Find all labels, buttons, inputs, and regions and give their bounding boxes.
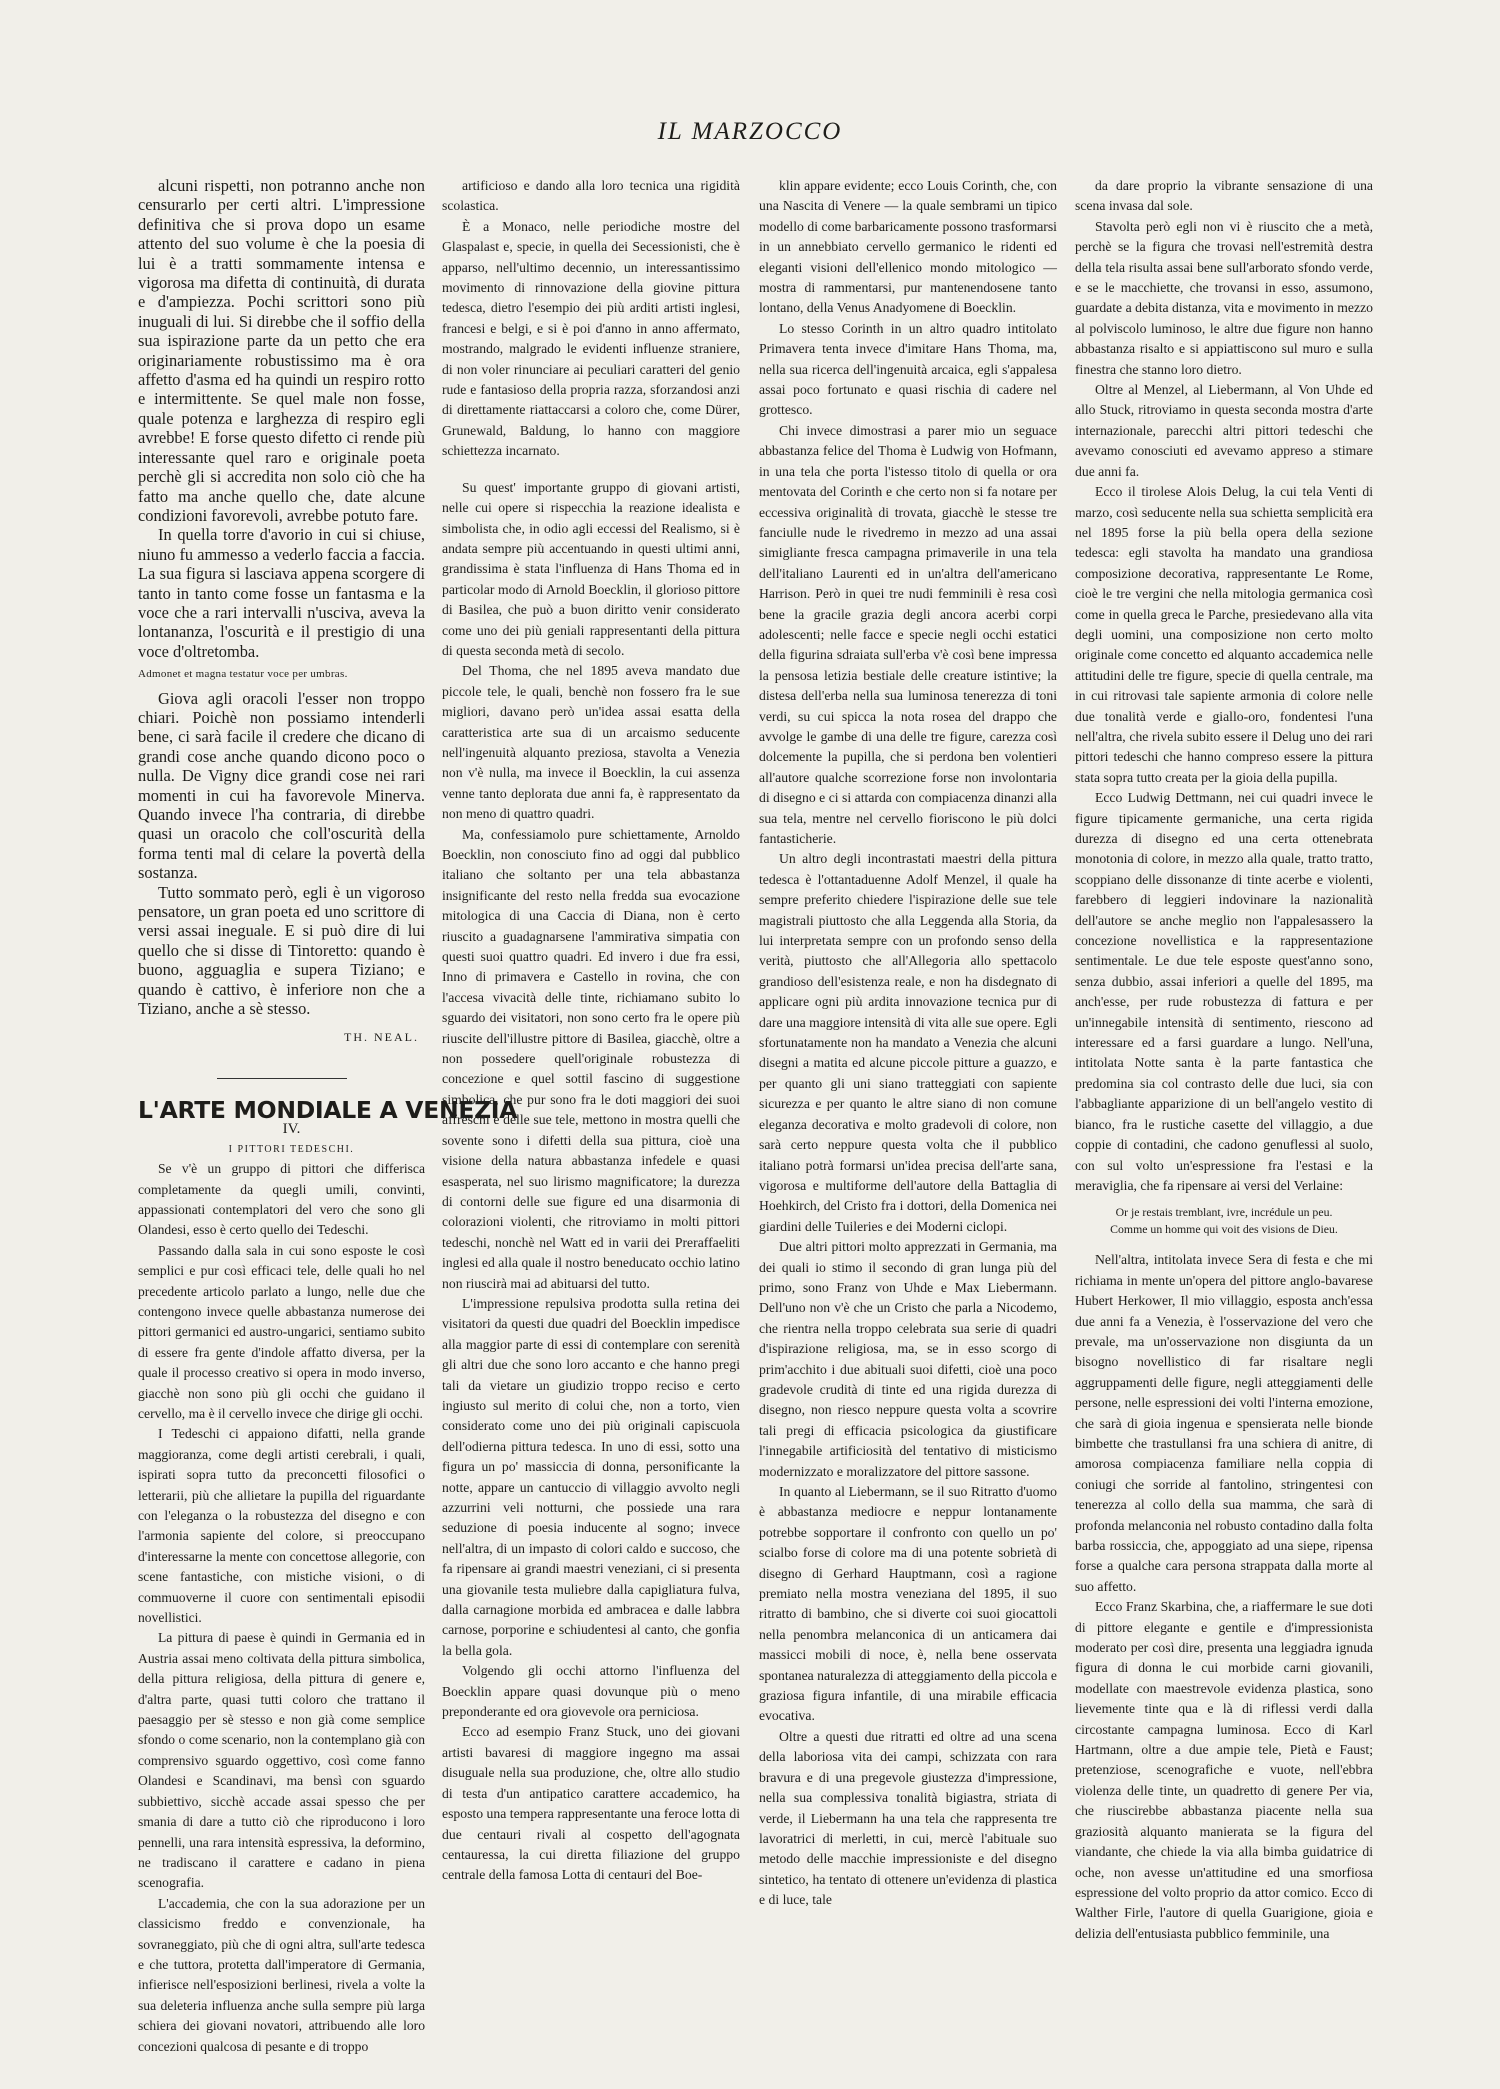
article-part-number: IV. — [282, 1121, 301, 1138]
column-4 — [1075, 176, 1373, 2056]
latin-motto: Admonet et magna testatur voce per umbras. — [138, 668, 348, 681]
paragraph: In quella torre d'avorio in cui si chiuse, niuno fu ammesso a vederlo faccia a faccia. La sua figura si lasciava appena scorgere di tanto in tanto come fosse un fantasma e la voce che a rari intervalli n'usciva, aveva la lontananza, l'oscurità e il prestigio di una voce d'oltretomba. — [138, 525, 425, 661]
article-title: L'ARTE MONDIALE A VENEZIA — [138, 1095, 518, 1124]
paragraph: Due altri pittori molto apprezzati in Germania, ma dei quali io stimo il secondo di gran lunga più del primo, sono Franz von Uhde e Max Liebermann. Dell'uno non v'è che un Cristo che parla a Nicodemo, che rientra nella troppo celebrata sua serie di quadri d'ispirazione religiosa, ma, se in esso scorgo di prim'acchito i due abituali suoi difetti, cioè una poco gradevole crudità di tinte ed una rigida durezza di disegno, non riesco neppure questa volta a scovrire tali pregi di efficacia psicologica da giustificare l'innegabile artificiosità del tentativo di misticismo modernizzato e moralizzatore del pittore sassone. — [759, 1239, 1057, 1479]
paragraph: klin appare evidente; ecco Louis Corinth, che, con una Nascita di Venere — la quale sembrami un tipico modello di come barbaricamente possono trasformarsi in un annebbiato cervello germanico le ridenti ed eleganti visioni dell'ellenico mondo mitologico — mostra di rammentarsi, pur mantenendosene tanto lontano, della Venus Anadyomene di Boecklin. — [759, 178, 1057, 316]
paragraph: Del Thoma, che nel 1895 aveva mandato due piccole tele, le quali, benchè non fossero fra le sue migliori, davano però un'idea assai esatta della caratteristica arte sua di un arcaismo seducente nell'ingenuità alquanto preziosa, stavolta a Venezia non v'è nulla, ma invece il Boecklin, la cui assenza venne tanto deplorata due anni fa, è rappresentato da non meno di quattro quadri. — [442, 663, 740, 822]
paragraph: In quanto al Liebermann, se il suo Ritratto d'uomo è abbastanza mediocre e neppur lontanamente potrebbe sopportare il confronto con quello un po' scialbo forse di colore ma di una potente sobrietà di disegno di Gerhard Hauptmann, così a ragione premiato nella mostra veneziana del 1895, il suo ritratto di bambino, che si diverte coi suoi giocattoli nella penombra melanconica di un anticamera dai massicci mobili di noce, è, nella bene osservata spontanea naturalezza di atteggiamento della piccola e graziosa figura infantile, di una mirabile efficacia evocativa. — [759, 1484, 1057, 1724]
author-signature: TH. NEAL. — [344, 1030, 419, 1045]
paragraph: La pittura di paese è quindi in Germania ed in Austria assai meno coltivata della pittura simbolica, della pittura religiosa, della pittura di genere e, d'altra parte, quasi tutti coloro che trattano il paesaggio per sè stesso e non già come semplice sfondo o come scenario, non la contemplano già con comprensivo sguardo oggettivo, così come fanno Olandesi e Scandinavi, ma bensì con sguardo subbiettivo, sicchè accade assai spesso che per smania di dare a tutto ciò che riproducono i loro pennelli, una rara intensità espressiva, la deformino, ne tradiscano il carattere e cadano in piena scenografia. — [138, 1630, 425, 1891]
paragraph: artificioso e dando alla loro tecnica una rigidità scolastica. — [442, 178, 740, 214]
paragraph: Giova agli oracoli l'esser non troppo chiari. Poichè non possiamo intenderli bene, ci sarà facile il credere che dicano di grandi cose anche quando dicono poco o nulla. De Vigny dice grandi cose nei rari momenti in cui ha favorevole Minerva. Quando invece l'ha contraria, di direbbe quasi un oracolo che coll'oscurità della forma tenti mal di celare la povertà della sostanza. — [138, 688, 425, 883]
paragraph-break — [442, 462, 740, 478]
paragraph: L'accademia, che con la sua adorazione per un classicismo freddo e convenzionale, ha sovraneggiato, più che di ogni altra, sull'arte tedesca e che tuttora, protetta dall'imperatore di Germania, infierisce nell'esposizioni berlinesi, rivela a volte la sua deleteria influenza anche sulla sempre più larga schiera dei giovani novatori, attribuendo alle loro concezioni qualcosa di pesante e di troppo — [138, 1895, 425, 2054]
paragraph: Ecco ad esempio Franz Stuck, uno dei giovani artisti bavaresi di maggiore ingegno ma assai disuguale nella sua produzione, che, oltre allo studio di testa d'un antipatico carattere accademico, ha esposto una tempera rappresentante una feroce lotta di due centauri rivali al cospetto dell'agognata centauressa, la cui diretta filiazione del gruppo centrale della famosa Lotta di centauri del Boe- — [442, 1724, 740, 1883]
paragraph: Stavolta però egli non vi è riuscito che a metà, perchè se la figura che trovasi nell'estremità destra della tela risulta assai bene sull'arborato sfondo verde, e se le macchiette, che trovansi in esso, assumono, guardate a debita distanza, vita e movimento in mezzo al polviscolo luminoso, le altre due figure non hanno abbastanza risalto e si appiattiscono sul muro e sulla finestra che stanno loro dietro. — [1075, 218, 1373, 377]
paragraph: Su quest' importante gruppo di giovani artisti, nelle cui opere si rispecchia la reazione idealista e simbolista che, in odio agli eccessi del Realismo, si è andata sempre più accentuando in questi ultimi anni, grandissima è stata l'influenza di Hans Thoma ed in particolar modo di Arnold Boecklin, il glorioso pittore di Basilea, che può a buon diritto venir considerato come uno dei più geniali rappresentanti della pittura di questa seconda metà di secolo. — [442, 479, 740, 658]
paragraph: Nell'altra, intitolata invece Sera di festa e che mi richiama in mente un'opera del pittore anglo-bavarese Hubert Herkower, Il mio villaggio, esposta anch'essa due anni fa a Venezia, è l'osservazione del vero che prevale, ma un'osservazione non disgiunta da un bisogno novellistico di far risaltare negli aggruppamenti delle figure, negli atteggiamenti delle persone, nelle espressioni dei volti l'interna emozione, che sarà di gioia ingenua e spensierata nelle bionde bimbette che trastullansi fra una schiera di anitre, di amorosa compiacenza familiare nella coppia di coniugi che sorride al fantolino, stringentesi con tenerezza al collo della sua mamma, che sarà di profonda melanconia nel robusto contadino dalla folta barba rossiccia, che, appoggiato ad una siepe, ripensa forse a qualche cara persona strappata dalla morte al suo affetto. — [1075, 1252, 1373, 1594]
paragraph: È a Monaco, nelle periodiche mostre del Glaspalast e, specie, in quella dei Secessionisti, che è apparso, nell'ultimo decennio, un interessantissimo movimento di rinnovazione della giovine pittura tedesca, dietro l'esempio dei più arditi artisti inglesi, francesi e belgi, e si è poi d'anno in anno affermato, mostrando, malgrado le evidenti influenze straniere, di non voler rinunciare ai peculiari caratteri del genio rude e fantasioso della propria razza, sforzandosi anzi di direttamente riattaccarsi a coloro che, come Dürer, Grunewald, Baldung, lo hanno con maggiore schiettezza incarnato. — [442, 218, 740, 459]
paragraph: da dare proprio la vibrante sensazione di una scena invasa dal sole. — [1075, 178, 1373, 214]
paragraph: Passando dalla sala in cui sono esposte le così semplici e pur così efficaci tele, delle quali ho nel precedente articolo parlato a lungo, nelle due che contengono invece quelle abbastanza numerose dei pittori germanici ed austro-ungarici, sentiamo subito di essere fra gente d'indole affatto diversa, per la quale il processo creativo si opera in modo inverso, giacchè non sono più gli occhi che guidano il cervello, ma è il cervello invece che dirige gli occhi. — [138, 1242, 425, 1421]
paragraph: Lo stesso Corinth in un altro quadro intitolato Primavera tenta invece d'imitare Hans Thoma, ma, nella sua ricerca dell'ingenuità arcaica, egli s'appalesa assai poco fortunato e quasi rischia di cadere nel grottesco. — [759, 320, 1057, 418]
paragraph: I Tedeschi ci appaiono difatti, nella grande maggioranza, come degli artisti cerebrali, i quali, ispirati sopra tutto da preconcetti filosofici o letterarii, più che allietare la pupilla del riguardante con l'eleganza o la robustezza del disegno e con l'armonia sapiente del colore, si preoccupano d'interessarne la mente con concettose allegorie, con scene fantastiche, con mistiche visioni, o di commuoverne il cuore con sentimentali episodii novellistici. — [138, 1426, 425, 1626]
paragraph: Ecco il tirolese Alois Delug, la cui tela Venti di marzo, così seducente nella sua schietta semplicità era nel 1895 forse la più bella opera della sezione tedesca: egli stavolta ha mandato una grandiosa composizione decorativa, rappresentante Le Rome, cioè le tre vergini che nella mitologia germanica così come in quella greca le Parche, presiedevano alla vita degli uomini, una composizione non certo molto originale come concetto ed alquanto accademica nelle attitudini delle tre figure, specie di quella centrale, ma in cui ritrovasi tale sapiente armonia di colore nelle due tonalità verde e giallo-oro, fondentesi l'una nell'altra, che rivela subito essere il Delug uno dei rari pittori tedeschi che hanno compreso essere la pittura stata sopra tutto creata per la gioia della pupilla. — [1075, 484, 1373, 785]
paragraph: Un altro degli incontrastati maestri della pittura tedesca è l'ottantaduenne Adolf Menzel, il quale ha sempre preferito chiedere l'ispirazione delle sue tele magistrali piuttosto che alla Leggenda alla Storia, da lui interpretata sempre con un profondo senso della verità, piuttosto che all'Allegoria allo spettacolo grandioso dell'esistenza reale, e non ha disdegnato di applicare ogni più ardita innovazione tecnica pur di dare una maggiore intensità di vita alle sue opere. Egli sfortunatamente non ha mandato a Venezia che alcuni disegni a matita ed alcune piccole pitture a guazzo, e per quanto gli uni siano tratteggiati con sapiente sicurezza e per quanto le altre siano di non comune eleganza decorativa e molto gradevoli di colore, non sarà certo neppure questa volta che il pubblico italiano potrà formarsi un'idea precisa dell'arte sana, vigorosa e multiforme dell'autore della Battaglia di Hoehkirch, del Cristo fra i dottori, della Domenica nei giardini delle Tuileries e dei Moderni ciclopi. — [759, 851, 1057, 1234]
column-2 — [442, 176, 740, 2056]
paragraph: Se v'è un gruppo di pittori che differisca completamente da quegli umili, convinti, appassionati contemplatori del vero che sono gli Olandesi, esso è certo quello dei Tedeschi. — [138, 1161, 425, 1238]
article-body — [138, 1159, 425, 2057]
paragraph: L'impressione repulsiva prodotta sulla retina dei visitatori da questi due quadri del Boecklin impedisce alla maggior parte di essi di contemplare con serenità gli altri due che sono loro accanto e che hanno pregi tali da vietare un giudizio troppo reciso e certo ingiusto sul merito di colui che, non a torto, vien considerato come uno dei più originali capiscuola dell'odierna pittura tedesca. In uno di essi, sotto una figura un po' massiccia di donna, personificante la notte, appare un cantuccio di villaggio avvolto negli azzurrini veli notturni, che possiede una rara seduzione di poesia inducente al sogno; invece nell'altra, di un impasto di colori caldo e succoso, che fa ripensare ai grandi maestri veneziani, ci si presenta una giovanile testa muliebre dalla capigliatura fulva, dalla carnagione morbida ed ambracea e dalle labbra carnose, porporine e schiudentesi al canto, che gonfia la bella gola. — [442, 1295, 740, 1658]
column-1 — [138, 176, 518, 2056]
masthead: IL MARZOCCO — [657, 118, 843, 145]
paragraph: Tutto sommato però, egli è un vigoroso pensatore, un gran poeta ed uno scrittore di versi assai ineguale. E si può dire di lui quello che si disse di Tintoretto: quando è buono, agguaglia e supera Tiziano; e quando è cattivo, è inferiore non che a Tiziano, anche a sè stesso. — [138, 882, 425, 1019]
verse-quote — [1075, 1204, 1373, 1238]
paragraph: Volgendo gli occhi attorno l'influenza del Boecklin appare quasi dovunque più o meno preponderante ed ora giovevole ora perniciosa. — [442, 1663, 740, 1720]
paragraph: Ma, confessiamolo pure schiettamente, Arnoldo Boecklin, non conosciuto fino ad oggi dal pubblico italiano che soltanto per una tela abbastanza insignificante del resto nella fredda sua evocazione mitologica di una Caccia di Diana, non è certo riuscito a guadagnarsene l'ammirativa simpatia con questi suoi quattro quadri. Ed invero i due fra essi, Inno di primavera e Castello in rovina, che con l'accesa vivacità delle tinte, richiamano subito lo sguardo dei visitatori, non sono certo fra le opere più riuscite dell'illustre pittore di Basilea, giacchè, oltre a non possedere quell'originale robustezza di concezione e quel sottil fascino di suggestione simbolica, che pur sono fra le doti maggiori dei suoi affreschi e delle sue tele, mettono in mostra quelli che sovente sono i difetti della sua pittura, cioè una visione della natura abbastanza infedele e quasi esasperata, nel suo lirismo magnificatore; la durezza di contorni delle sue figure ed una disarmonia di colorazioni violenti, che ritroviamo in molti pittori tedeschi, nonchè nel Watt ed in varii dei Preraffaeliti inglesi ed alla quale il nostro beneducato occhio latino non riuscirà mai ad abituarsi del tutto. — [442, 826, 740, 1291]
paragraph: Oltre al Menzel, al Liebermann, al Von Uhde ed allo Stuck, ritroviamo in questa seconda mostra d'arte internazionale, parecchi altri pittori tedeschi che avevamo conosciuti ed avevamo appreso a stimare due anni fa. — [1075, 382, 1373, 479]
article-subtitle: I PITTORI TEDESCHI. — [228, 1143, 355, 1155]
paragraph: Oltre a questi due ritratti ed oltre ad una scena della laboriosa vita dei campi, schizzata con rara bravura e di una pregevole giustezza d'impressione, nella sua complessiva tonalità bigiastra, striata di verde, il Liebermann ha una tela che rappresenta tre lavoratrici di merletti, in cui, mercè l'abituale suo metodo delle macchie impressioniste e del disegno sintetico, ha tentato di ottenere un'evidenza di plastica e di luce, tale — [759, 1728, 1057, 1908]
column-3 — [759, 176, 1057, 2056]
paragraph: alcuni rispetti, non potranno anche non censurarlo per certi altri. L'impressione definitiva che si prova dopo un esame attento del suo volume è che la poesia di lui è a tratti sommamente intensa e vigorosa ma difetta di continuità, di durata e d'ampiezza. Pochi scrittori sono più inuguali di lui. Si direbbe che il soffio della sua ispirazione parte da un petto che era originariamente robustissimo ma è ora affetto d'asma ed ha quindi un respiro rotto e intermittente. Se quel male non fosse, quale potenza e larghezza di respiro egli avrebbe! E forse questo difetto ci rende più interessante quel raro e originale poeta perchè gli si accredita non solo ciò che ha fatto ma anche quello che, date alcune condizioni favorevoli, avrebbe potuto fare. — [138, 176, 425, 525]
section-divider — [217, 1078, 347, 1079]
verse-line: Comme un homme qui voit des visions de Dieu. — [1110, 1222, 1338, 1237]
verse-line: Or je restais tremblant, ivre, incrédule un peu. — [1115, 1205, 1333, 1220]
paragraph: Ecco Ludwig Dettmann, nei cui quadri invece le figure tipicamente germaniche, una certa rigida durezza di disegno ed una certa ottenebrata monotonia di colore, in mezzo alla quale, tratto tratto, scoppiano delle dissonanze di tinte acerbe e violenti, farebbero di leggieri indovinare la nazionalità dell'autore se anche meglio non l'appalesassero la concezione novellistica e la rappresentazione sentimentale. Le due tele esposte quest'anno sono, senza dubbio, assai inferiori a quelle del 1895, ma anch'esse, per rude robustezza di fattura e per un'innegabile intensità di sentimento, riescono ad interessare ed a farsi guardare a lungo. Nell'una, intitolata Notte santa è la parte fantastica che predomina sia col contrasto delle due luci, sia con l'abbagliante apparizione di un bell'angelo vestito di bianco, fra le rustiche casette del villaggio, a due coppie di contadini, che cadono genuflessi al suolo, con sul volto un'espressione fra l'estasi e la meraviglia, che fa ripensare ai versi del Verlaine: — [1075, 790, 1373, 1193]
paragraph: Ecco Franz Skarbina, che, a riaffermare le sue doti di pittore elegante e gentile e d'impressionista moderato per così dire, presenta una leggiadra ignuda figura di donna le cui morbide carni giovanili, modellate con maestrevole evidenza plastica, sono lievemente tinte qua e là di riflessi verdi dalla circostante campagna luminosa. Ecco di Karl Hartmann, oltre a due ampie tele, Pietà e Faust; pretenziose, scenografiche e vuote, nell'ebbra violenza delle tinte, un quadretto di genere Per via, che riuscirebbe abbastanza piacente nella sua graziosità alquanto manierata se la figura del viandante, che chiede la via alla bimba guidatrice di oche, non avesse un'attitudine ed una smorfiosa espressione del volto proprio da attor comico. Ecco di Walther Firle, l'autore di quella Guarigione, gioia e delizia dell'entusiasta pubblico femminile, una — [1075, 1599, 1373, 1941]
paragraph: Chi invece dimostrasi a parer mio un seguace abbastanza felice del Thoma è Ludwig von Hofmann, in una tela che porta l'istesso titolo di quella or ora mentovata del Corinth e che certo non si fa notare per eccessiva originalità di trovata, giacchè le stesse tre fanciulle nude le rivedremo in mezzo ad una assai simigliante fresca campagna primaverile in una tela dell'italiano Laurenti ed in un'altra dell'americano Harrison. Però in quei tre nudi femminili è resa così bene la gracile grazia degli ancora acerbi corpi adolescenti; nelle facce e specie negli occhi estatici della figurina sdraiata sull'erba v'è così bene impressa la pensosa letizia bestiale delle creature istintive; la distesa dell'erba nella sua luminosa tenerezza di toni verdi, su cui spicca la nota rosea del drappo che avvolge le gambe di una delle tre figure, carezza così dolcemente la pupilla, che si perdona ben volentieri all'autore qualche scorrezione forse non involontaria di disegno e ci si attarda con compiacenza dinanzi alla sua tela, mentre nel cervello fioriscono le più dolci fantasticherie. — [759, 422, 1057, 846]
